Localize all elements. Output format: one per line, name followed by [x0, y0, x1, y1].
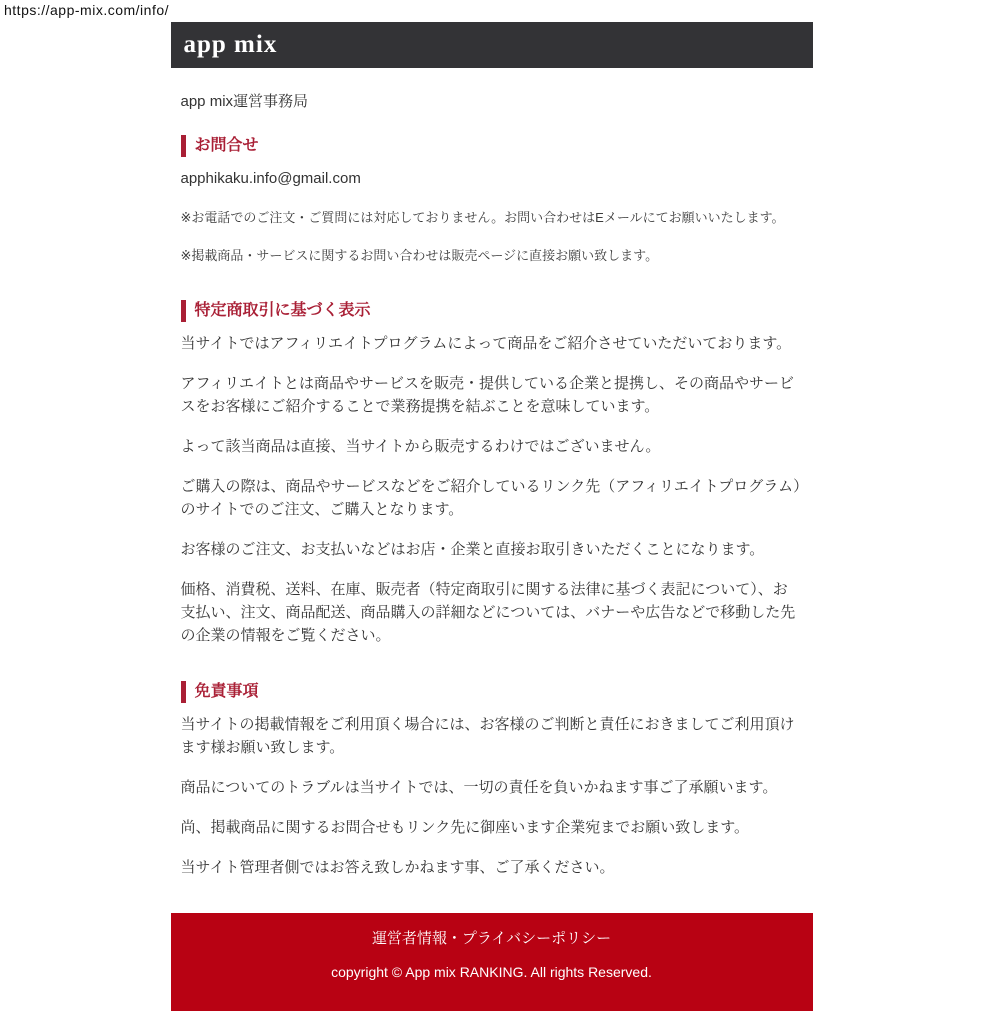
contact-note: ※お電話でのご注文・ご質問には対応しておりません。お問い合わせはEメールにてお願いいたします。: [180, 210, 785, 225]
tokutei-paragraph: ご購入の際は、商品やサービスなどをご紹介しているリンク先（アフィリエイトプログラム）のサイトでのご注文、ご購入となります。: [180, 478, 801, 518]
main-content: [171, 90, 813, 879]
tokutei-paragraph: 当サイトではアフィリエイトプログラムによって商品をご紹介させていただいております。: [180, 335, 792, 352]
section-heading-tokutei: 特定商取引に基づく表示: [181, 300, 803, 322]
site-footer: [171, 913, 813, 1011]
disclaimer-paragraph: 尚、掲載商品に関するお問合せもリンク先に御座います企業宛までお願い致します。: [180, 819, 750, 836]
disclaimer-paragraph: 商品についてのトラブルは当サイトでは、一切の責任を負いかねます事ご了承願います。: [180, 779, 778, 796]
section-heading-contact: お問合せ: [181, 135, 803, 157]
tokutei-paragraph: よって該当商品は直接、当サイトから販売するわけではございません。: [180, 438, 661, 455]
disclaimer-paragraph: 当サイト管理者側ではお答え致しかねます事、ご了承ください。: [180, 859, 615, 876]
site-header: [171, 22, 813, 68]
tokutei-paragraph: アフィリエイトとは商品やサービスを販売・提供している企業と提携し、その商品やサービスをお客様にご紹介することで業務提携を結ぶことを意味しています。: [180, 375, 795, 415]
footer-privacy-policy-link[interactable]: 運営者情報・プライバシーポリシー: [371, 930, 612, 947]
tokutei-paragraph: 価格、消費税、送料、在庫、販売者（特定商取引に関する法律に基づく表記について）、お支払い、注文、商品配送、商品購入の詳細などについては、バナーや広告などで移動した先の企業の情報をご覧ください。: [180, 581, 796, 644]
browser-url-text: https://app-mix.com/info/: [4, 2, 170, 18]
contact-note: ※掲載商品・サービスに関するお問い合わせは販売ページに直接お願い致します。: [180, 248, 659, 263]
page-container: [171, 22, 813, 1011]
tokutei-paragraph: お客様のご注文、お支払いなどはお店・企業と直接お取引きいただくことになります。: [180, 541, 765, 558]
disclaimer-paragraph: 当サイトの掲載情報をご利用頂く場合には、お客様のご判断と責任におきましてご利用頂けます様お願い致します。: [180, 716, 795, 756]
contact-email: apphikaku.info@gmail.com: [180, 170, 361, 187]
section-heading-disclaimer: 免責事項: [181, 681, 803, 703]
footer-copyright: copyright © App mix RANKING. All rights Reserved.: [331, 964, 652, 980]
operator-name: app mix運営事務局: [180, 93, 309, 110]
site-logo[interactable]: app mix: [183, 31, 278, 58]
